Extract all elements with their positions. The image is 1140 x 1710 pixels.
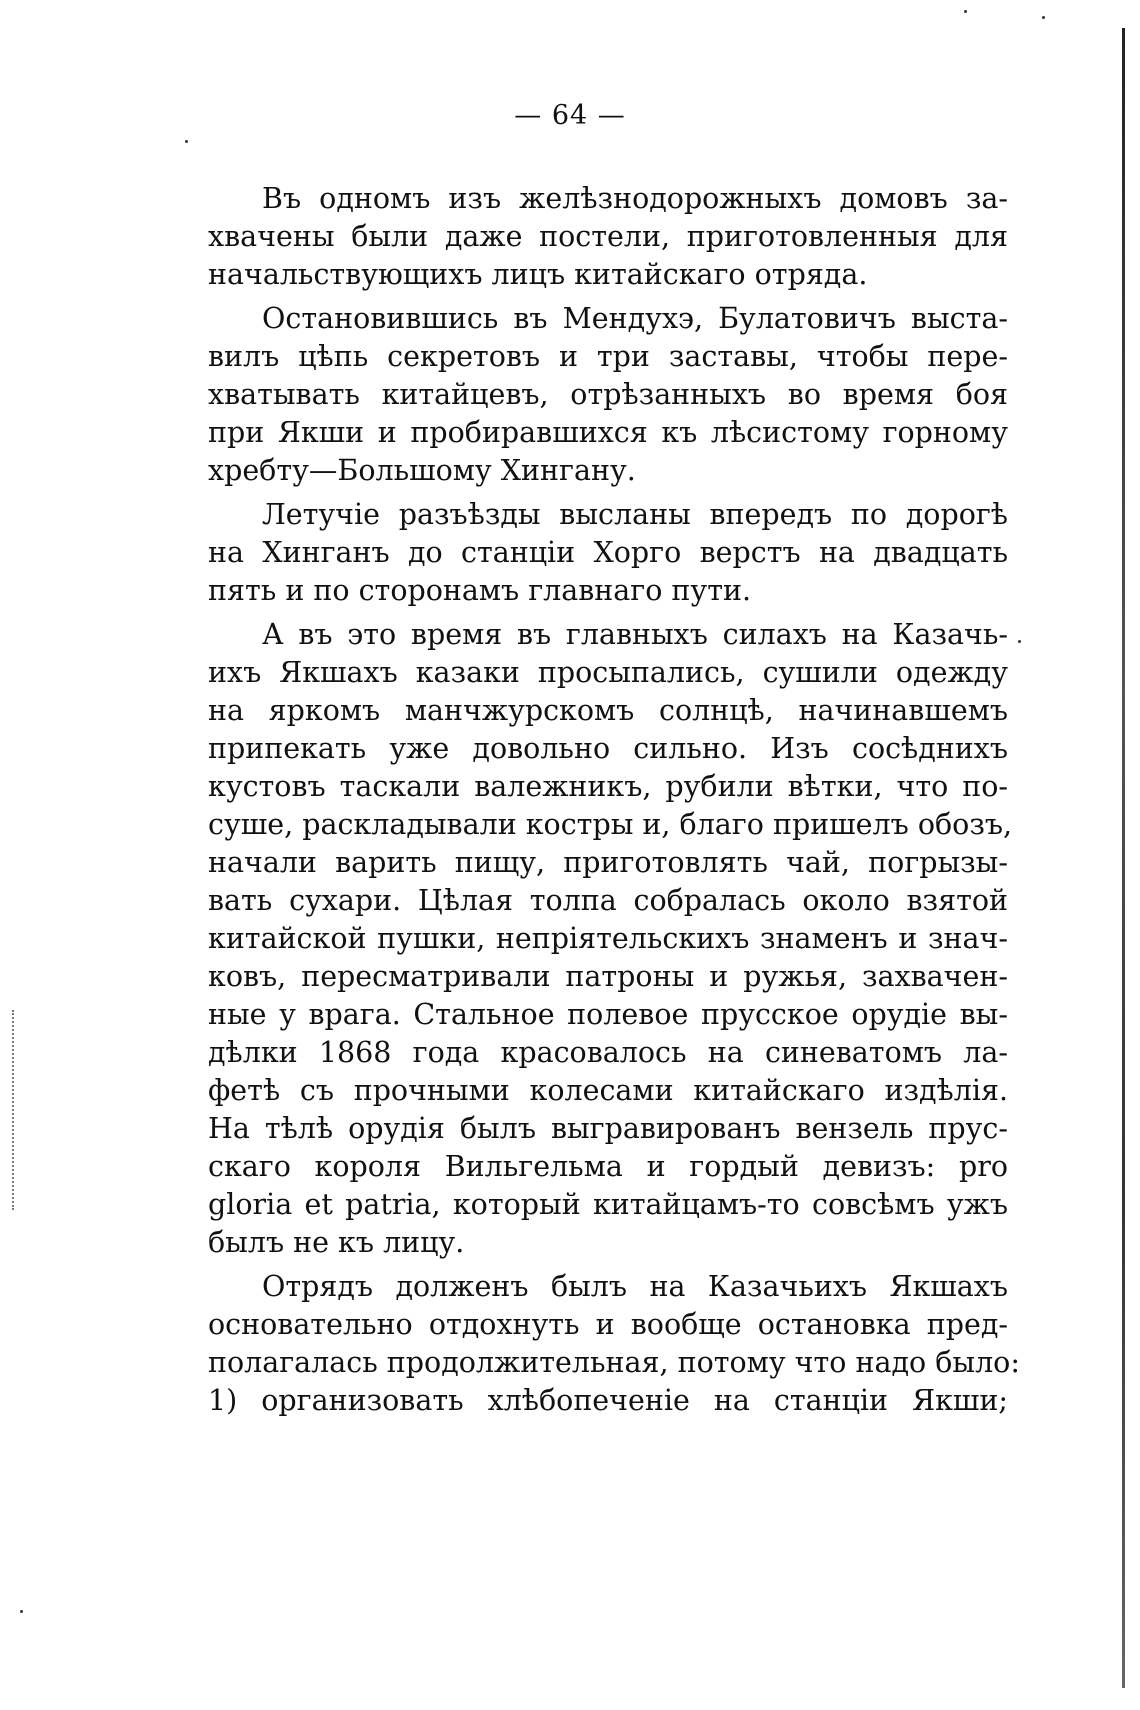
page-number: — 64 — — [514, 100, 626, 131]
paragraph-1 — [208, 180, 1008, 294]
text-line: дѣлки 1868 года красовалось на синеватомъ ла- — [208, 1036, 1008, 1069]
text-line: А въ это время въ главныхъ силахъ на Казачь- — [262, 618, 1008, 651]
text-line: китайской пушки, непріятельскихъ знаменъ и знач- — [208, 922, 1008, 955]
paragraph-3 — [208, 496, 1008, 610]
text-line: при Якши и пробиравшихся къ лѣсистому горному — [208, 416, 1008, 449]
scan-speck — [20, 1610, 23, 1613]
text-line: ные у врага. Стальное полевое прусское орудіе вы- — [208, 998, 1008, 1031]
text-line: На тѣлѣ орудія былъ выгравированъ вензель прус- — [208, 1112, 1008, 1145]
text-line: 1) организовать хлѣбопеченіе на станціи Якши; — [208, 1384, 1008, 1417]
scan-speck — [185, 140, 188, 143]
text-line: фетѣ съ прочными колесами китайскаго издѣлія. — [208, 1074, 1008, 1107]
text-line: на яркомъ манчжурскомъ солнцѣ, начинавшемъ — [208, 694, 1008, 727]
scan-dotted-margin — [12, 1010, 14, 1210]
text-line: вилъ цѣпь секретовъ и три заставы, чтобы пере- — [208, 340, 1008, 373]
text-line: на Хинганъ до станціи Хорго верстъ на двадцать — [208, 536, 1008, 569]
text-line: хватывать китайцевъ, отрѣзанныхъ во время боя — [208, 378, 1008, 411]
text-line: начали варить пищу, приготовлять чай, погрызы- — [208, 846, 1008, 879]
text-line: хребту—Большому Хингану. — [208, 454, 636, 487]
paragraph-4 — [208, 616, 1013, 1262]
text-line: скаго короля Вильгельма и гордый девизъ: pro — [208, 1150, 1008, 1183]
text-line: основательно отдохнуть и вообще остановка пред- — [208, 1308, 1008, 1341]
text-line: кустовъ таскали валежникъ, рубили вѣтки, что по- — [208, 770, 1008, 803]
text-line: полагалась продолжительная, потому что надо было: — [208, 1346, 1020, 1379]
body-text — [208, 180, 1020, 1420]
text-line: ихъ Якшахъ казаки просыпались, сушили одежду — [208, 656, 1008, 689]
text-line: начальствующихъ лицъ китайскаго отряда. — [208, 258, 868, 291]
scan-speck — [1042, 16, 1045, 19]
scan-speck — [1018, 640, 1021, 643]
text-line: gloria et patria, который китайцамъ-то совсѣмъ ужъ — [208, 1188, 1008, 1221]
scan-edge-line — [1122, 28, 1125, 1688]
text-line: хвачены были даже постели, приготовленныя для — [208, 220, 1008, 253]
text-line: ковъ, пересматривали патроны и ружья, захвачен- — [208, 960, 1008, 993]
text-line: припекать уже довольно сильно. Изъ сосѣднихъ — [208, 732, 1008, 765]
text-line: вать сухари. Цѣлая толпа собралась около взятой — [208, 884, 1008, 917]
text-line: суше, раскладывали костры и, благо пришелъ обозъ, — [208, 808, 1013, 841]
text-line: Отрядъ долженъ былъ на Казачьихъ Якшахъ — [262, 1270, 1008, 1303]
text-line: Летучіе разъѣзды высланы впередъ по дорогѣ — [262, 498, 1008, 531]
text-line: Въ одномъ изъ желѣзнодорожныхъ домовъ за- — [262, 182, 1008, 215]
paragraph-2 — [208, 300, 1008, 490]
paragraph-5 — [208, 1268, 1020, 1420]
text-line: былъ не къ лицу. — [208, 1226, 465, 1259]
scan-speck — [964, 10, 967, 13]
text-line: Остановившись въ Мендухэ, Булатовичъ выста- — [262, 302, 1008, 335]
text-line: пять и по сторонамъ главнаго пути. — [208, 574, 752, 607]
